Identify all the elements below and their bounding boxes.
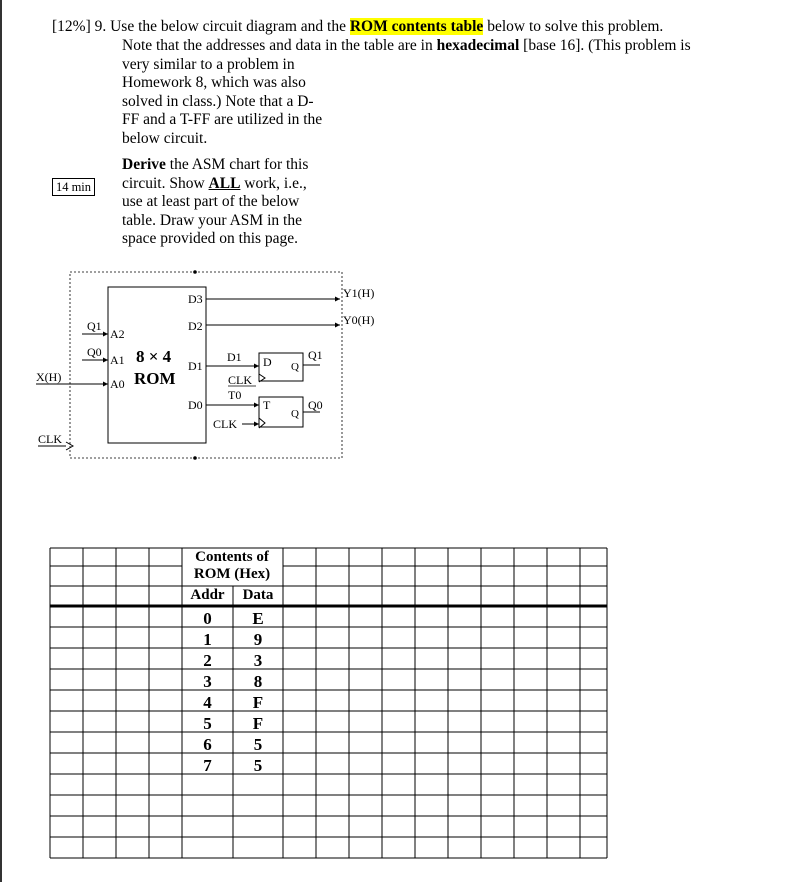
pin-a1: A1 [110,353,125,367]
table-cell-data: 9 [253,630,263,649]
table-title-line-2: ROM (Hex) [193,566,271,582]
table-cell-addr: 4 [203,693,212,712]
problem-line-2: Note that the addresses and data in the table are in hexadecimal [base 16]. (This problem is [122,37,691,54]
circuit-diagram [0,260,400,465]
table-cell-addr: 0 [203,609,212,628]
table-cell-data: 3 [253,651,263,670]
dff-in-label: D1 [227,350,242,364]
tff-out-label: Q0 [308,398,323,412]
table-cell-addr: 1 [203,630,212,649]
problem-line-5: solved in class.) Note that a D- [122,93,314,110]
pin-d3: D3 [188,292,203,306]
table-cell-data: F [252,693,264,712]
task-line-2: circuit. Show ALL work, i.e., [122,175,307,192]
table-cell-data: 5 [253,756,263,775]
rom-name-label: ROM [134,369,176,388]
label-y1-output: Y1(H) [343,286,375,300]
label-clk-input: CLK [38,432,62,446]
task-line-1: Derive the ASM chart for this [122,156,309,173]
table-cell-addr: 5 [203,714,212,733]
table-cell-data: F [252,714,264,733]
label-q1-in: Q1 [87,319,102,333]
label-x-input: X(H) [36,370,62,384]
time-estimate-box: 14 min [52,178,95,196]
svg-text:T: T [263,398,271,412]
pin-d2: D2 [188,319,203,333]
table-cell-addr: 2 [203,651,212,670]
problem-line-4: Homework 8, which was also [122,74,306,91]
pin-a0: A0 [110,377,125,391]
table-cell-addr: 3 [203,672,212,691]
tff-in-label: T0 [228,388,242,402]
problem-line-1: [12%] 9. Use the below circuit diagram and the ROM contents table below to solve this problem. [52,18,664,35]
task-line-3: use at least part of the below [122,193,300,210]
table-cell-addr: 6 [203,735,212,754]
column-header-data: Data [242,587,274,603]
problem-line-7: below circuit. [122,130,208,147]
column-header-addr: Addr [190,587,225,603]
table-cell-data: 8 [253,672,263,691]
table-title-line-1: Contents of [195,549,269,565]
dff-out-label: Q1 [308,348,323,362]
table-cell-data: E [252,609,264,628]
table-cell-data: 5 [253,735,263,754]
problem-line-6: FF and a T-FF are utilized in the [122,111,323,128]
label-q0-in: Q0 [87,345,102,359]
pin-a2: A2 [110,327,125,341]
table-cell-addr: 7 [203,756,212,775]
problem-line-3: very similar to a problem in [122,56,295,73]
dff-clk-label: CLK [228,373,252,387]
svg-text:D: D [263,355,272,369]
svg-text:Q: Q [291,408,299,420]
svg-text:Q: Q [291,361,299,373]
rom-contents-grid [0,540,800,860]
label-y0-output: Y0(H) [343,313,375,327]
rom-table-highlight: ROM contents table [349,18,484,35]
pin-d1: D1 [188,359,203,373]
pin-d0: D0 [188,398,203,412]
tff-clk-label: CLK [213,417,237,431]
task-line-4: table. Draw your ASM in the [122,212,302,229]
rom-size-label: 8 × 4 [136,347,172,366]
task-line-5: space provided on this page. [122,230,299,247]
